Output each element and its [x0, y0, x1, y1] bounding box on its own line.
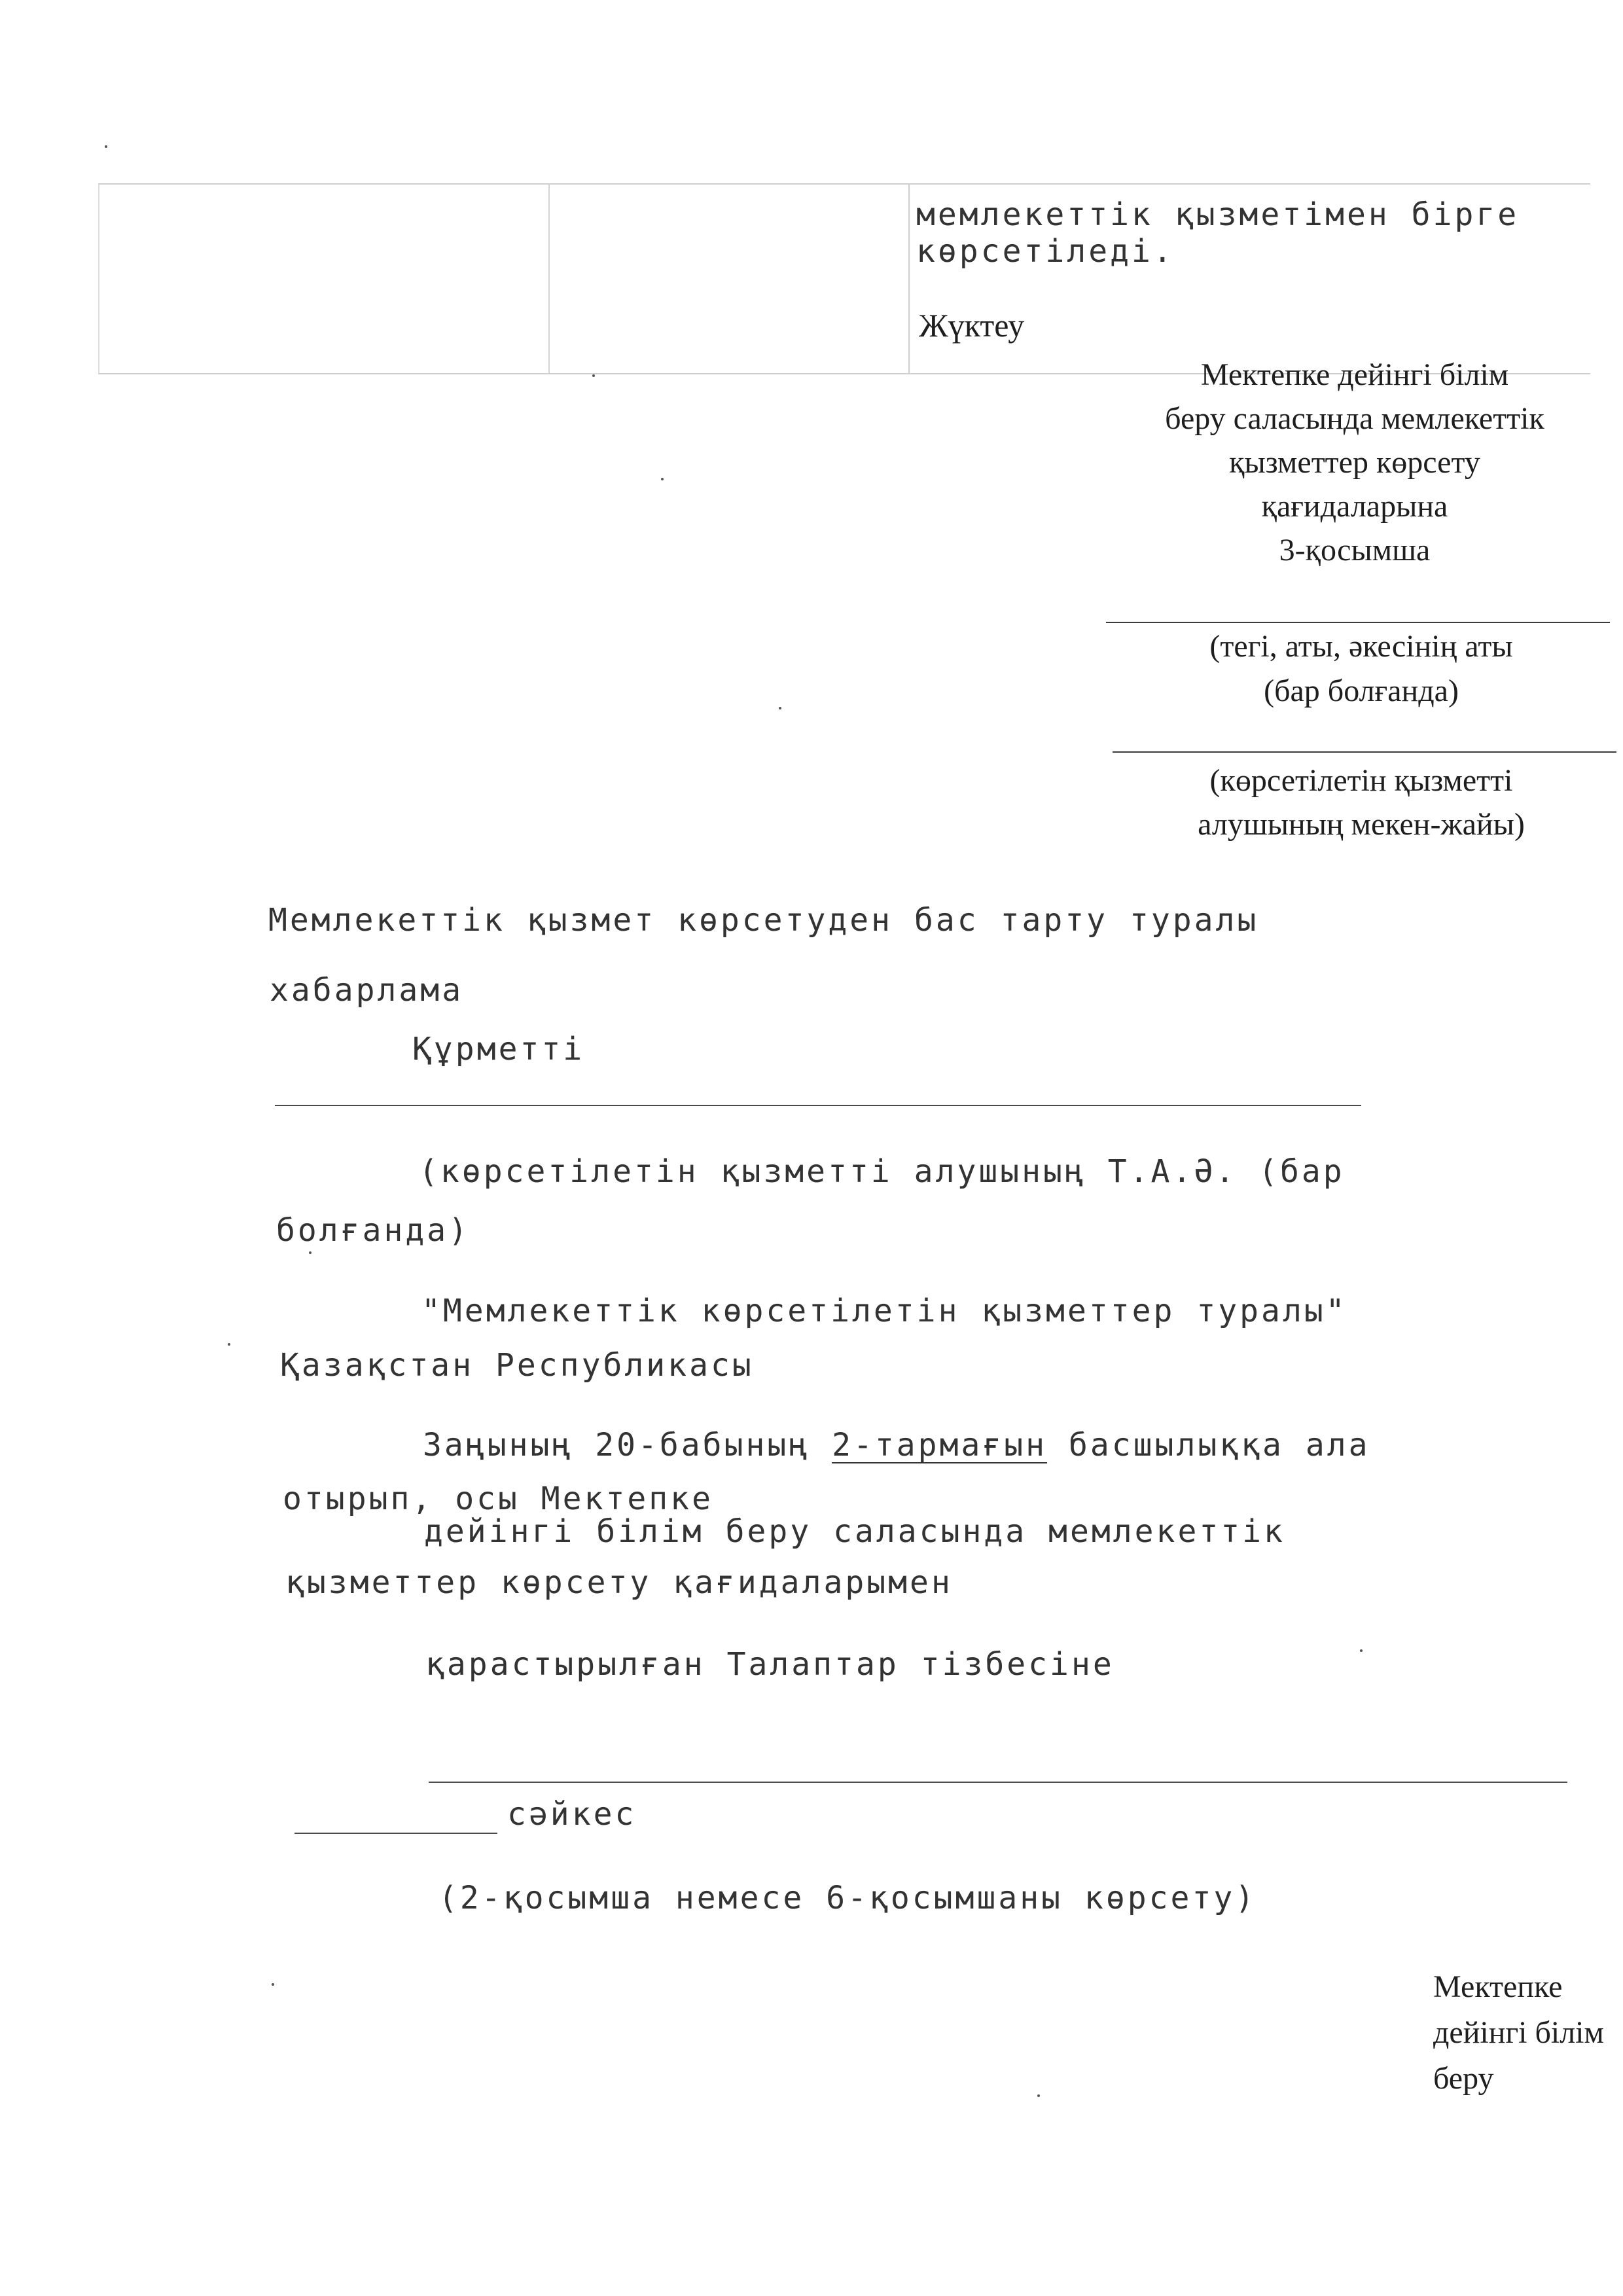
recipient-fio-line [275, 1105, 1361, 1106]
recipient-address-caption: (көрсетілетін қызметті [1209, 763, 1513, 798]
annex-number: 3-қосымша [1279, 533, 1431, 567]
accordance-blank-line [294, 1833, 497, 1834]
table-cell-text-line: мемлекеттік қызметімен бірге [916, 196, 1520, 233]
article-reference: Заңының 20-бабының 2-тармағын басшылыққа ала [423, 1427, 1370, 1463]
scan-speck [779, 707, 781, 709]
article-reference: отырып, осы Мектепке [283, 1480, 713, 1517]
law-reference: Қазақстан Республикасы [280, 1347, 754, 1384]
requirements-list-reference: қарастырылған Талаптар тізбесіне [425, 1646, 1115, 1683]
annex-line: беру саласында мемлекеттік [1165, 401, 1544, 436]
scan-speck [105, 145, 107, 148]
footer-annex-fragment: Мектепке [1433, 1969, 1563, 2004]
download-link[interactable]: Жүктеу [919, 307, 1025, 344]
rules-reference: дейінгі білім беру саласында мемлекеттік [424, 1513, 1285, 1550]
annex-line: қағидаларына [1261, 489, 1448, 524]
annex-line: Мектепке дейінгі білім [1200, 357, 1509, 392]
scan-speck [272, 1983, 274, 1986]
scan-speck [661, 478, 664, 480]
recipient-name-line [1106, 622, 1610, 623]
notice-title: Мемлекеттік қызмет көрсетуден бас тарту туралы [268, 902, 1259, 939]
greeting: Құрметті [412, 1031, 585, 1067]
scan-speck [228, 1343, 230, 1346]
recipient-address-line [1113, 751, 1616, 753]
scan-speck [592, 374, 595, 377]
article-paragraph-link[interactable]: 2-тармағын [832, 1427, 1048, 1463]
footer-annex-fragment: дейінгі білім [1433, 2015, 1604, 2050]
law-reference: "Мемлекеттік көрсетілетін қызметтер туралы" [421, 1293, 1347, 1329]
footer-annex-fragment: беру [1433, 2061, 1494, 2096]
fio-caption: (көрсетілетін қызметті алушының Т.А.Ә. (бар [419, 1153, 1345, 1190]
notice-title: хабарлама [270, 972, 464, 1009]
annex-hint: (2-қосымша немесе 6-қосымшаны көрсету) [438, 1880, 1257, 1916]
table-column-divider [548, 185, 550, 373]
recipient-address-caption: алушының мекен-жайы) [1198, 807, 1525, 842]
rules-reference: қызметтер көрсету қағидаларымен [285, 1564, 953, 1601]
recipient-name-caption: (тегі, аты, әкесінің аты [1209, 629, 1513, 664]
recipient-name-caption: (бар болғанда) [1264, 673, 1459, 708]
annex-line: қызметтер көрсету [1229, 445, 1480, 480]
scan-speck [1360, 1649, 1363, 1652]
scan-speck [1037, 2094, 1040, 2097]
requirements-blank-line [429, 1782, 1567, 1783]
accordance-text: сәйкес [507, 1796, 637, 1833]
fio-caption: болғанда) [276, 1212, 471, 1249]
scan-speck [309, 1251, 312, 1254]
table-column-divider [908, 185, 910, 373]
table-cell-text-line: көрсетіледі. [916, 233, 1175, 270]
